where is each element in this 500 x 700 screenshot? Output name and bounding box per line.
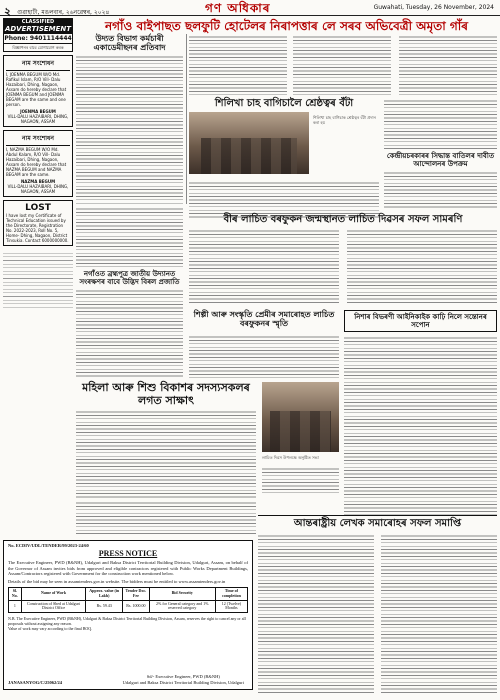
classified-column: [3, 18, 73, 538]
story-protest-headline: উদ্যত বিভাগ কৰ্মচাৰী একাডেমীছনৰ প্ৰতিবাদ: [93, 34, 166, 53]
story-writers-text-2: [381, 533, 497, 695]
name-change-title-2: নাম সংশোধন: [6, 133, 70, 146]
notice-reference: No. ECDIV/UDL/TENDER/99/2023-24/60: [8, 543, 89, 548]
table-row: [9, 600, 248, 613]
notice-title: PRESS NOTICE: [98, 549, 158, 558]
story-park: [76, 270, 183, 378]
story-protest-text: [76, 54, 183, 204]
story-artists: [189, 310, 339, 328]
notice-table: [8, 587, 248, 613]
story-tea-garden-headline: শিলিখা চাহ বাগিচালৈ শ্ৰেষ্ঠত্বৰ বঁটা: [214, 98, 354, 109]
newspaper-logo: গণ অধিকাৰ: [205, 1, 271, 15]
notice-note-2: Value of work may vary according to the final BOQ.: [8, 626, 93, 632]
notice-note-1: N.B. The Executive Engineer, PWD (B&NH), Udalguri & Baksa District Territorial Building Division, Assam, reserves the right to cancel any or all proposals without assigning any reason.: [8, 616, 246, 627]
notice-sign-line-2: Udalguri and Baksa District Territorial Building Division, Udalguri: [122, 679, 244, 685]
col-name-of-work: Name of Work: [21, 588, 86, 601]
name-change-person-2: NAZMA BEGUM: [20, 179, 56, 184]
notice-code: JANASANYOG/C/25062/24: [8, 680, 63, 685]
story-protest: [76, 34, 183, 204]
lost-ad: [3, 200, 73, 246]
lachit-photo: [262, 382, 339, 452]
story-lachit-headline: বীৰ লাচিত বৰফুকন জন্মস্থানত লাচিত দিৱসৰ সফল সামৰণি: [223, 214, 463, 225]
advertisement-label: ADVERTISEMENT: [4, 25, 72, 33]
story-demand-headline: কেন্দ্ৰীয়চৰকাৰৰ সিদ্ধান্ত বাতিলৰ দাবীত আন্দোলনৰ উপক্ৰম: [386, 152, 495, 169]
column-rule: [186, 34, 187, 204]
cell-name-of-work: Construction of Shed at Udalguri District Office: [21, 600, 86, 613]
name-change-title-1: নাম সংশোধন: [6, 58, 70, 71]
story-night-headline: নিশাৰ বিভৰণী আইনিকাইক কাঢ়ি নিলে সন্তোনৰ সপোন: [344, 310, 497, 332]
col-completion-time: Time of completion: [215, 588, 247, 601]
name-change-person-1: JOENMA BEGUM: [20, 109, 56, 114]
classified-note: বিজ্ঞাপনৰ বাবে যোগাযোগ কৰক: [3, 44, 73, 52]
notice-paragraph-2: Details of the bid may be seen in assamtenders.gov.in website. The bidders must be entitled to www.assamtenders.gov.in: [8, 578, 226, 584]
story-women-continued: [76, 500, 256, 536]
story-demand-text: [384, 170, 497, 208]
story-writers-headline: আন্তৰাষ্ট্ৰীয় লেখক সমাৰোহৰ সফল সমাপ্তি: [258, 515, 497, 530]
name-change-ad-2: [3, 130, 73, 197]
press-notice: [3, 540, 253, 690]
cell-completion-time: 12 (Twelve) Months: [215, 600, 247, 613]
story-night-text: [344, 335, 497, 515]
lead-headline: নগাঁও বাইপাছত ছলফুটি হোটেলৰ নিৰাপত্তাৰ লে সৰব অভিবেত্ৰী অমৃতা গাঁৰ: [104, 19, 469, 33]
award-photo-caption: শিলিখা চাহ বাগিচাক শ্ৰেষ্ঠত্বৰ বঁটা প্ৰদান কৰা হয়: [313, 115, 376, 125]
story-tea-garden: [189, 98, 379, 220]
lachit-photo-caption: লাচিত দিৱস উপলক্ষে অনুষ্ঠিত সভা: [262, 455, 319, 460]
masthead-date-assamese: গুৱাহাটী, মঙলবাৰ, ২৬নৱেম্বৰ, ২০২৪: [17, 9, 110, 16]
classified-label: CLASSIFIED: [21, 19, 55, 25]
lead-story-text: [189, 34, 497, 96]
story-women-headline: মহিলা আৰু শিশু বিকাশৰ সদস্যসকলৰ লগত সাক্ষাৎ: [82, 381, 250, 407]
story-writers: [258, 515, 497, 530]
story-artists-text-2: [262, 466, 339, 496]
lead-text-col-3: [399, 34, 497, 96]
notice-sign-line-1: Sd/- Executive Engineer, PWD (B&NH): [146, 674, 220, 679]
story-lachit-text-1: [189, 228, 339, 304]
col-approx-value: Approx. value (in Lakh): [86, 588, 123, 601]
story-demand: [384, 152, 497, 208]
masthead-date-english: Guwahati, Tuesday, 26 November, 2024: [373, 4, 494, 11]
page-number: ২: [4, 5, 12, 18]
story-lachit-text-2: [347, 228, 497, 304]
lead-text-col-2: [293, 34, 391, 96]
story-artists-headline: শিল্পী আৰু সংস্কৃতি প্ৰেমীৰ সমাৰোহত লাচিত বৰফুকনৰ স্মৃতি: [193, 310, 335, 329]
story-lachit: [189, 212, 497, 229]
cell-bid-security: 2% for General category and 1% reserved category: [149, 600, 215, 613]
name-change-body-2: I, NAZMA BEGUM W/O Md. Abdul Kalam, R/O Vill- Dalu Hazaibari, Dhing, Nagaon, Assam do hereby declare that NAZMA BEGUM and NAZMA BEGAM are the same.: [6, 147, 67, 177]
classified-phone: Phone: 9401114444: [4, 35, 72, 42]
side-text: [384, 98, 497, 150]
cell-tender-fee: Rs. 1000.00: [123, 600, 150, 613]
col-sl: Sl. No.: [9, 588, 22, 601]
col-tender-fee: Tender Doc. Fee: [123, 588, 150, 601]
notice-signature: [123, 674, 244, 685]
lost-body: I have lost my Certificate of Technical Education issued by the Directorate, Registration No. 2022-2023, Roll No. 5, Home- Dhing, Nagaon, District Tinsukia. Contact 6000000000.: [6, 213, 69, 243]
story-writers-text-1: [258, 533, 374, 695]
notice-paragraph-1: The Executive Engineer, PWD (B&NH), Udalguri and Baksa District Territorial Building Division, Udalguri, Assam, on behalf of the Governor of Assam invites bids from approved and eligible contractors registered with Public Works Department Buildings, Assam/Contractors registered with Government for the construction work mentioned below.: [8, 560, 248, 576]
lead-text-col-1: [189, 34, 287, 96]
cell-approx-value: Rs. 59.43: [86, 600, 123, 613]
name-change-address-1: VILL-DALU HAZAIBARI, DHING, NAGAON, ASSAM: [7, 114, 69, 124]
story-park-text: [76, 288, 183, 378]
lost-title: LOST: [25, 203, 51, 213]
award-photo: [189, 112, 309, 174]
cell-sl: 1: [9, 600, 22, 613]
classified-filler-text: [3, 250, 73, 310]
col-bid-security: Bid Security: [149, 588, 215, 601]
story-women: [76, 382, 256, 519]
story-night: [344, 310, 497, 515]
notice-table-header: [9, 588, 248, 601]
story-park-headline: নগাঁওত ব্ৰহ্মপুত্ৰ জাতীয় উদ্যানত সংৰক্ষণৰ বাবে উদ্ভিদ বিৰল প্ৰজাতি: [79, 270, 180, 287]
story-left-continued: [76, 206, 183, 268]
name-change-ad-1: [3, 55, 73, 127]
classified-header: [3, 18, 73, 34]
name-change-body-1: I, JOENMA BEGUM W/O Md. Rafikul Islam, R/O Vill- Dalu Hazaibari, Dhing, Nagaon, Assam do hereby declare that JOENMA BEGUM and JOENMA BEGAM are the same and one person.: [6, 72, 67, 107]
name-change-address-2: VILL-DALU HAZAIBARI, DHING, NAGAON, ASSAM: [7, 184, 69, 194]
story-artists-text: [189, 334, 339, 378]
masthead: [0, 0, 500, 16]
